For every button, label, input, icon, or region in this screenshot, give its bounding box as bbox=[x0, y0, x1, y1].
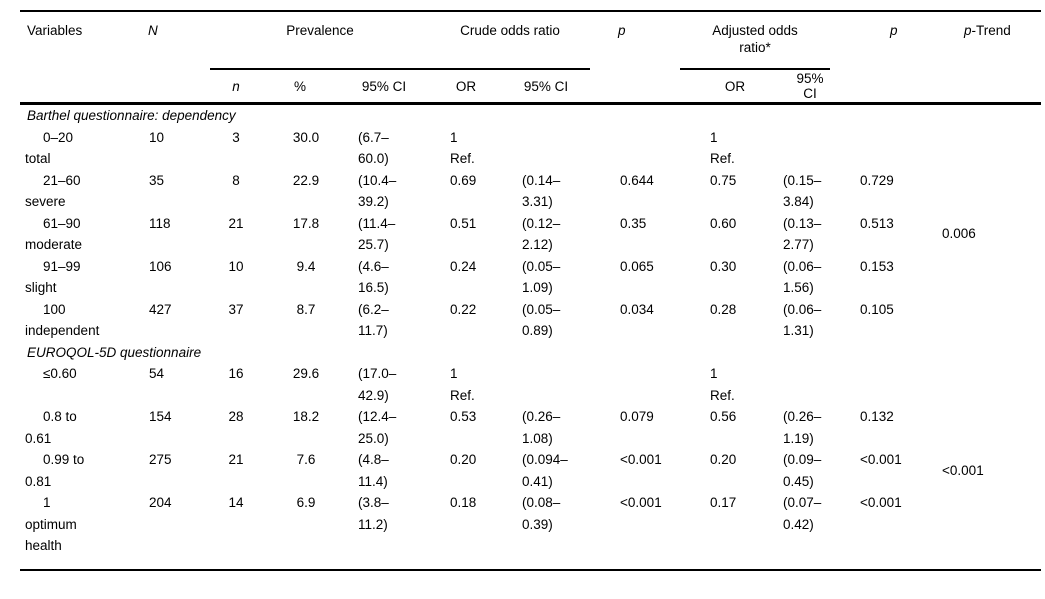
cell-crude-or bbox=[430, 127, 502, 170]
cell-line: (0.06– bbox=[783, 258, 822, 274]
cell-prevalence-ci bbox=[338, 213, 430, 256]
cell-line: 0.61 bbox=[25, 430, 52, 446]
cell-N: 118 bbox=[149, 215, 171, 231]
cell-percent: 18.2 bbox=[292, 409, 320, 424]
cell-n: 21 bbox=[228, 215, 244, 231]
col-header-p-trend bbox=[912, 11, 1041, 104]
cell-adjusted-or bbox=[680, 170, 753, 213]
cell-line: 2.77) bbox=[783, 237, 814, 252]
cell-adjusted-p: <0.001 bbox=[860, 495, 902, 510]
table-row bbox=[20, 170, 1041, 213]
subcol-header-crude-or: OR bbox=[430, 69, 502, 104]
cell-p-trend bbox=[912, 363, 1041, 406]
cell-N: 106 bbox=[149, 258, 172, 274]
cell-line: 100 bbox=[43, 301, 66, 317]
cell-line: 25.7) bbox=[358, 237, 389, 252]
cell-adjusted-p bbox=[830, 363, 912, 406]
table-row bbox=[20, 363, 1041, 406]
table-row bbox=[20, 127, 1041, 170]
table-row bbox=[20, 406, 1041, 449]
group-header-adjusted-odds-ratio bbox=[680, 11, 830, 69]
subcol-header-adjusted-ci: 95% CI bbox=[753, 69, 830, 104]
table-row bbox=[20, 213, 1041, 256]
cell-line: 16.5) bbox=[358, 280, 389, 295]
cell-line: (12.4– bbox=[358, 409, 397, 424]
cell-line: 1 bbox=[450, 129, 458, 145]
cell-crude-p bbox=[590, 363, 680, 406]
cell-crude-p: <0.001 bbox=[620, 452, 662, 467]
cell-line: (0.26– bbox=[522, 409, 561, 424]
cell-adjusted-ci bbox=[753, 363, 830, 406]
cell-line: 61–90 bbox=[43, 215, 81, 231]
cell-percent: 22.9 bbox=[292, 172, 320, 188]
cell-line: slight bbox=[25, 280, 57, 295]
cell-line: 1 bbox=[450, 366, 458, 381]
cell-line: 0.81 bbox=[25, 473, 52, 489]
cell-line: 0.41) bbox=[522, 473, 553, 489]
cell-line: 0.42) bbox=[783, 516, 814, 532]
cell-prevalence-ci bbox=[338, 449, 430, 492]
cell-adjusted-or bbox=[680, 213, 753, 256]
cell-line: (0.12– bbox=[522, 215, 561, 231]
cell-percent: 8.7 bbox=[296, 301, 316, 317]
cell-line: (4.6– bbox=[358, 258, 389, 274]
cell-line: (0.07– bbox=[783, 495, 822, 510]
cell-line: 0.17 bbox=[710, 495, 737, 510]
cell-variable bbox=[20, 363, 135, 406]
cell-line: 0.22 bbox=[450, 301, 477, 317]
section-row bbox=[20, 342, 1041, 364]
odds-ratio-table bbox=[20, 10, 1041, 571]
cell-crude-ci bbox=[502, 170, 590, 213]
cell-line: 0.45) bbox=[783, 473, 814, 489]
cell-line: 1.56) bbox=[783, 280, 814, 295]
cell-adjusted-ci bbox=[753, 256, 830, 299]
cell-percent: 30.0 bbox=[292, 129, 320, 145]
cell-line: (0.14– bbox=[522, 172, 561, 188]
cell-line: (11.4– bbox=[358, 215, 396, 231]
cell-crude-ci bbox=[502, 406, 590, 449]
cell-prevalence-ci bbox=[338, 406, 430, 449]
cell-p-trend bbox=[912, 170, 1041, 213]
section-label: Barthel questionnaire: dependency bbox=[27, 108, 236, 123]
cell-N: 10 bbox=[149, 129, 165, 145]
cell-crude-p: 0.079 bbox=[620, 409, 654, 424]
cell-line: (3.8– bbox=[358, 495, 389, 510]
cell-adjusted-or bbox=[680, 406, 753, 449]
cell-adjusted-p: 0.153 bbox=[860, 258, 894, 274]
cell-line: 0.56 bbox=[710, 409, 737, 424]
cell-line: 60.0) bbox=[358, 151, 389, 166]
subcol-header-prevalence-ci: 95% CI bbox=[338, 69, 430, 104]
cell-line: total bbox=[25, 151, 51, 166]
cell-line: 1 bbox=[710, 129, 718, 145]
cell-line: (10.4– bbox=[358, 172, 397, 188]
cell-line: Ref. bbox=[450, 151, 475, 166]
cell-crude-or bbox=[430, 213, 502, 256]
col-header-crude-p: p bbox=[590, 11, 680, 104]
cell-line: 0.39) bbox=[522, 516, 553, 532]
cell-p-trend bbox=[912, 256, 1041, 299]
table-row bbox=[20, 449, 1041, 492]
results-table-container bbox=[20, 10, 1045, 571]
cell-line: 0.69 bbox=[450, 172, 477, 188]
cell-prevalence-ci bbox=[338, 170, 430, 213]
cell-line: 0.28 bbox=[710, 301, 737, 317]
cell-line: 1.08) bbox=[522, 430, 553, 446]
cell-N: 204 bbox=[149, 495, 172, 510]
p-trend-p: p bbox=[964, 23, 972, 38]
cell-percent: 29.6 bbox=[292, 366, 320, 381]
cell-line: 0.51 bbox=[450, 215, 477, 231]
cell-crude-ci bbox=[502, 449, 590, 492]
cell-line: 1 bbox=[710, 366, 718, 381]
cell-line: (0.094– bbox=[522, 452, 568, 467]
cell-variable bbox=[20, 449, 135, 492]
cell-line: moderate bbox=[25, 237, 83, 252]
cell-crude-p: 0.034 bbox=[620, 301, 654, 317]
cell-line: 0.18 bbox=[450, 495, 477, 510]
cell-prevalence-ci bbox=[338, 127, 430, 170]
cell-crude-or bbox=[430, 256, 502, 299]
cell-n: 14 bbox=[228, 495, 244, 510]
cell-N: 54 bbox=[149, 366, 165, 381]
cell-adjusted-p: 0.513 bbox=[860, 215, 894, 231]
cell-line: 0.20 bbox=[710, 452, 737, 467]
cell-n: 37 bbox=[228, 301, 244, 317]
cell-line: (0.13– bbox=[783, 215, 822, 231]
cell-line: severe bbox=[25, 194, 66, 209]
group-header-prevalence: Prevalence bbox=[210, 11, 430, 69]
cell-p-trend bbox=[912, 492, 1041, 570]
cell-line: (0.05– bbox=[522, 301, 561, 317]
cell-adjusted-ci bbox=[753, 449, 830, 492]
cell-prevalence-ci bbox=[338, 492, 430, 570]
cell-crude-ci bbox=[502, 492, 590, 570]
cell-line: 1.09) bbox=[522, 280, 553, 295]
cell-line: 0.20 bbox=[450, 452, 477, 467]
cell-n: 3 bbox=[232, 129, 240, 145]
cell-line: health bbox=[25, 538, 62, 553]
cell-adjusted-p: 0.132 bbox=[860, 409, 894, 424]
cell-line: Ref. bbox=[710, 151, 735, 166]
cell-adjusted-or bbox=[680, 127, 753, 170]
cell-adjusted-p: 0.105 bbox=[860, 301, 894, 317]
section-row bbox=[20, 104, 1041, 127]
cell-line: 0.75 bbox=[710, 172, 737, 188]
cell-line: 0.24 bbox=[450, 258, 477, 274]
cell-line: 11.2) bbox=[358, 516, 388, 532]
cell-line: 39.2) bbox=[358, 194, 389, 209]
col-header-variables: Variables bbox=[20, 11, 135, 104]
cell-variable bbox=[20, 213, 135, 256]
cell-adjusted-or bbox=[680, 363, 753, 406]
cell-crude-p: 0.065 bbox=[620, 258, 654, 274]
cell-line: 11.7) bbox=[358, 323, 388, 338]
cell-adjusted-ci bbox=[753, 406, 830, 449]
cell-line: (6.7– bbox=[358, 129, 389, 145]
cell-crude-p: 0.644 bbox=[620, 172, 654, 188]
table-row bbox=[20, 256, 1041, 299]
cell-n: 10 bbox=[228, 258, 244, 274]
cell-adjusted-ci bbox=[753, 492, 830, 570]
cell-n: 21 bbox=[228, 452, 244, 467]
cell-line: optimum bbox=[25, 516, 77, 532]
table-header bbox=[20, 11, 1041, 104]
cell-crude-or bbox=[430, 406, 502, 449]
table-body bbox=[20, 104, 1041, 570]
cell-adjusted-p bbox=[830, 127, 912, 170]
cell-crude-ci bbox=[502, 299, 590, 342]
cell-n: 16 bbox=[228, 366, 244, 381]
cell-line: ≤0.60 bbox=[43, 366, 77, 381]
cell-line: (0.08– bbox=[522, 495, 561, 510]
cell-line: 0.60 bbox=[710, 215, 737, 231]
cell-line: Ref. bbox=[710, 387, 735, 403]
cell-variable bbox=[20, 256, 135, 299]
cell-percent: 6.9 bbox=[296, 495, 316, 510]
cell-N: 35 bbox=[149, 172, 165, 188]
cell-line: 42.9) bbox=[358, 387, 389, 403]
cell-crude-ci bbox=[502, 127, 590, 170]
cell-adjusted-ci bbox=[753, 170, 830, 213]
p-trend-suffix: -Trend bbox=[971, 23, 1011, 38]
cell-p-trend bbox=[912, 127, 1041, 170]
subcol-header-n: n bbox=[210, 69, 262, 104]
cell-crude-or bbox=[430, 492, 502, 570]
cell-N: 154 bbox=[149, 409, 172, 424]
cell-n: 28 bbox=[228, 409, 244, 424]
cell-prevalence-ci bbox=[338, 299, 430, 342]
cell-adjusted-ci bbox=[753, 127, 830, 170]
adjusted-odds-ratio-label: Adjusted odds ratio* bbox=[712, 23, 798, 55]
cell-p-trend: 0.006 bbox=[942, 226, 976, 242]
cell-line: (0.15– bbox=[783, 172, 822, 188]
cell-variable bbox=[20, 170, 135, 213]
table-row bbox=[20, 492, 1041, 570]
cell-line: 0.89) bbox=[522, 323, 553, 338]
cell-crude-ci bbox=[502, 256, 590, 299]
cell-adjusted-p: 0.729 bbox=[860, 172, 894, 188]
cell-crude-or bbox=[430, 299, 502, 342]
cell-n: 8 bbox=[232, 172, 240, 188]
cell-line: (0.05– bbox=[522, 258, 561, 274]
cell-line: 1 bbox=[43, 495, 51, 510]
cell-line: 1.31) bbox=[783, 323, 814, 338]
cell-line: (6.2– bbox=[358, 301, 389, 317]
cell-line: 21–60 bbox=[43, 172, 81, 188]
cell-adjusted-ci bbox=[753, 213, 830, 256]
subcol-header-crude-ci: 95% CI bbox=[502, 69, 590, 104]
cell-N: 275 bbox=[149, 452, 172, 467]
cell-adjusted-or bbox=[680, 449, 753, 492]
cell-line: 91–99 bbox=[43, 258, 81, 274]
cell-adjusted-ci bbox=[753, 299, 830, 342]
cell-prevalence-ci bbox=[338, 256, 430, 299]
cell-prevalence-ci bbox=[338, 363, 430, 406]
cell-percent: 9.4 bbox=[296, 258, 316, 274]
cell-line: independent bbox=[25, 323, 100, 338]
cell-variable bbox=[20, 127, 135, 170]
cell-line: 0.53 bbox=[450, 409, 477, 424]
cell-line: (0.09– bbox=[783, 452, 822, 467]
cell-percent: 7.6 bbox=[296, 452, 316, 467]
cell-variable bbox=[20, 492, 135, 570]
cell-line: (17.0– bbox=[358, 366, 397, 381]
cell-percent: 17.8 bbox=[292, 215, 320, 231]
cell-line: 3.84) bbox=[783, 194, 814, 209]
group-header-crude-odds-ratio: Crude odds ratio bbox=[430, 11, 590, 69]
cell-line: 25.0) bbox=[358, 430, 389, 446]
cell-crude-or bbox=[430, 363, 502, 406]
cell-line: 0.30 bbox=[710, 258, 737, 274]
cell-p-trend: <0.001 bbox=[942, 462, 984, 478]
cell-crude-ci bbox=[502, 213, 590, 256]
cell-N: 427 bbox=[149, 301, 172, 317]
cell-crude-p: 0.35 bbox=[620, 215, 647, 231]
cell-line: 1.19) bbox=[783, 430, 814, 446]
cell-adjusted-or bbox=[680, 492, 753, 570]
cell-variable bbox=[20, 299, 135, 342]
cell-line: (0.06– bbox=[783, 301, 822, 317]
cell-crude-or bbox=[430, 449, 502, 492]
table-row bbox=[20, 299, 1041, 342]
cell-line: (0.26– bbox=[783, 409, 822, 424]
cell-variable bbox=[20, 406, 135, 449]
section-label: EUROQOL-5D questionnaire bbox=[27, 344, 202, 360]
col-header-adjusted-p: p bbox=[830, 11, 912, 104]
cell-crude-p bbox=[590, 127, 680, 170]
subcol-header-adjusted-or: OR bbox=[680, 69, 753, 104]
cell-line: 0.8 to bbox=[43, 409, 77, 424]
cell-line: 2.12) bbox=[522, 237, 553, 252]
cell-line: 0–20 bbox=[43, 129, 74, 145]
col-header-N: N bbox=[135, 11, 210, 104]
cell-adjusted-or bbox=[680, 299, 753, 342]
cell-line: (4.8– bbox=[358, 452, 389, 467]
cell-line: 11.4) bbox=[358, 473, 388, 489]
cell-p-trend bbox=[912, 299, 1041, 342]
cell-p-trend bbox=[912, 406, 1041, 449]
cell-line: 0.99 to bbox=[43, 452, 85, 467]
cell-crude-ci bbox=[502, 363, 590, 406]
cell-adjusted-p: <0.001 bbox=[860, 452, 902, 467]
cell-line: Ref. bbox=[450, 387, 475, 403]
cell-adjusted-or bbox=[680, 256, 753, 299]
cell-line: 3.31) bbox=[522, 194, 553, 209]
cell-crude-or bbox=[430, 170, 502, 213]
cell-crude-p: <0.001 bbox=[620, 495, 662, 510]
subcol-header-percent: % bbox=[262, 69, 338, 104]
